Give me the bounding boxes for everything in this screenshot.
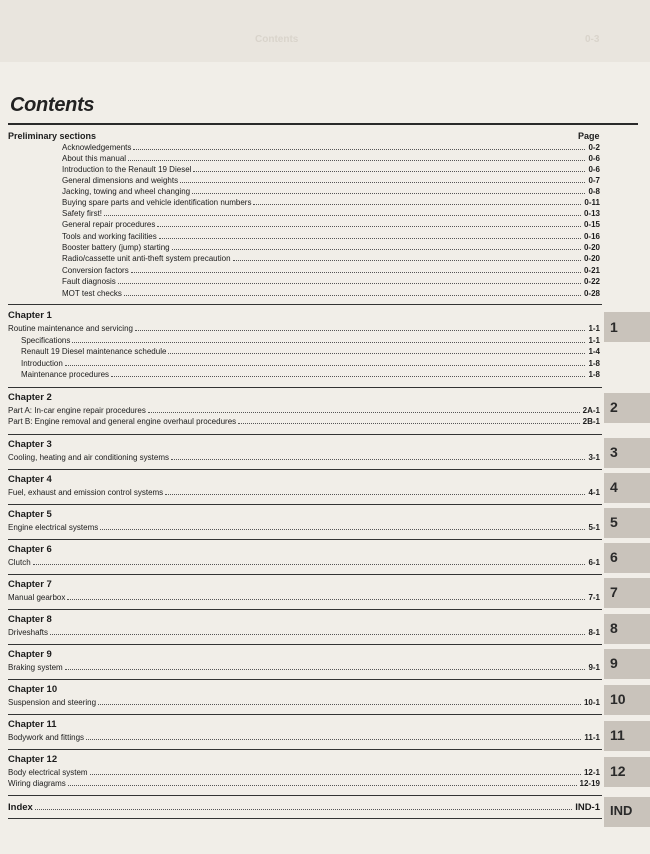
chapter-title[interactable]: Chapter 7 bbox=[8, 579, 52, 590]
section-divider bbox=[8, 679, 602, 680]
index-tab-label: IND bbox=[610, 803, 633, 818]
toc-entry[interactable] bbox=[62, 164, 600, 175]
toc-entry[interactable] bbox=[62, 186, 600, 197]
toc-entry-page: 0-6 bbox=[588, 154, 600, 163]
toc-entry-label: Booster battery (jump) starting bbox=[62, 243, 170, 252]
leader-dots bbox=[193, 169, 585, 172]
toc-entry-page: 7-1 bbox=[588, 593, 600, 602]
toc-entry[interactable] bbox=[8, 767, 600, 778]
chapter-tab-label: 5 bbox=[610, 514, 618, 530]
toc-entry-page: 1-1 bbox=[588, 336, 600, 345]
toc-entry[interactable] bbox=[62, 231, 600, 242]
faded-header-right: 0-3 bbox=[585, 34, 600, 45]
toc-entry-label: Body electrical system bbox=[8, 768, 88, 777]
toc-entry-page: 0-8 bbox=[588, 187, 600, 196]
chapter-tab-label: 8 bbox=[610, 620, 618, 636]
toc-entry-label: Part B: Engine removal and general engine overhaul procedures bbox=[8, 417, 237, 426]
faded-header-left: Contents bbox=[255, 34, 299, 45]
toc-entry-label: Clutch bbox=[8, 558, 31, 567]
toc-entry-label: Cooling, heating and air conditioning systems bbox=[8, 453, 169, 462]
chapter-title[interactable]: Chapter 10 bbox=[8, 684, 58, 695]
toc-entry-label: Driveshafts bbox=[8, 628, 49, 637]
toc-entry[interactable] bbox=[8, 732, 600, 743]
toc-entry[interactable] bbox=[62, 253, 600, 264]
toc-entry[interactable] bbox=[8, 323, 600, 334]
section-divider bbox=[8, 469, 602, 470]
toc-entry[interactable] bbox=[62, 242, 600, 253]
toc-entry-page: 0-28 bbox=[583, 289, 600, 298]
chapter-title[interactable]: Chapter 6 bbox=[8, 544, 52, 555]
toc-entry-label: Conversion factors bbox=[62, 266, 129, 275]
toc-entry-label: Wiring diagrams bbox=[8, 779, 66, 788]
index-entry[interactable] bbox=[8, 802, 600, 813]
leader-dots bbox=[168, 351, 585, 354]
toc-entry-label: About this manual bbox=[62, 154, 127, 163]
chapter-tab-5[interactable] bbox=[604, 508, 650, 538]
leader-dots bbox=[238, 421, 580, 424]
chapter-title[interactable]: Chapter 2 bbox=[8, 392, 52, 403]
leader-dots bbox=[133, 147, 585, 150]
toc-entry[interactable] bbox=[62, 288, 600, 299]
toc-entry[interactable] bbox=[62, 219, 600, 230]
section-divider bbox=[8, 434, 602, 435]
toc-entry[interactable] bbox=[8, 778, 600, 789]
toc-entry-page: 1-8 bbox=[588, 359, 600, 368]
toc-entry-label: Buying spare parts and vehicle identification numbers bbox=[62, 198, 252, 207]
toc-entry-page: 11-1 bbox=[584, 733, 600, 742]
chapter-title[interactable]: Chapter 1 bbox=[8, 310, 52, 321]
toc-entry-label: MOT test checks bbox=[62, 289, 122, 298]
leader-dots bbox=[33, 562, 586, 565]
section-divider bbox=[8, 609, 602, 610]
chapter-tab-label: 10 bbox=[610, 691, 626, 707]
toc-entry-page: 0-16 bbox=[583, 232, 600, 241]
section-divider bbox=[8, 818, 602, 819]
leader-dots bbox=[172, 247, 581, 250]
toc-entry-label: Radio/cassette unit anti-theft system precaution bbox=[62, 254, 231, 263]
toc-entry-page: 9-1 bbox=[588, 663, 600, 672]
toc-entry-page: 0-15 bbox=[583, 220, 600, 229]
toc-entry[interactable] bbox=[21, 369, 600, 380]
leader-dots bbox=[65, 363, 586, 366]
page-title: Contents bbox=[10, 94, 95, 116]
toc-entry-label: Introduction to the Renault 19 Diesel bbox=[62, 165, 192, 174]
toc-entry-page: 5-1 bbox=[588, 523, 600, 532]
toc-entry-page: 12-19 bbox=[579, 779, 600, 788]
chapter-tab-label: 6 bbox=[610, 549, 618, 565]
toc-entry-label: Bodywork and fittings bbox=[8, 733, 85, 742]
toc-entry-page: 0-2 bbox=[588, 143, 600, 152]
chapter-tab-label: 9 bbox=[610, 655, 618, 671]
chapter-title[interactable]: Chapter 11 bbox=[8, 719, 57, 730]
leader-dots bbox=[90, 772, 581, 775]
leader-dots bbox=[118, 281, 581, 284]
leader-dots bbox=[35, 807, 572, 810]
leader-dots bbox=[180, 180, 585, 183]
toc-entry-page: 4-1 bbox=[588, 488, 600, 497]
leader-dots bbox=[165, 492, 585, 495]
toc-entry-page: 0-11 bbox=[584, 198, 600, 207]
section-divider bbox=[8, 574, 602, 575]
section-divider bbox=[8, 795, 602, 796]
leader-dots bbox=[98, 702, 581, 705]
toc-entry-label: Suspension and steering bbox=[8, 698, 97, 707]
toc-entry[interactable] bbox=[8, 557, 600, 568]
chapter-tab-4[interactable] bbox=[604, 473, 650, 503]
toc-entry-page: 3-1 bbox=[588, 453, 600, 462]
toc-entry-label: General dimensions and weights bbox=[62, 176, 179, 185]
toc-entry-label: General repair procedures bbox=[62, 220, 156, 229]
chapter-tab-label: 12 bbox=[610, 763, 626, 779]
chapter-tab-3[interactable] bbox=[604, 438, 650, 468]
leader-dots bbox=[171, 457, 585, 460]
toc-entry[interactable] bbox=[8, 416, 600, 427]
leader-dots bbox=[65, 667, 586, 670]
toc-entry-label: Renault 19 Diesel maintenance schedule bbox=[21, 347, 167, 356]
chapter-tab-11[interactable] bbox=[604, 721, 650, 751]
toc-entry-page: 1-1 bbox=[588, 324, 600, 333]
chapter-tab-6[interactable] bbox=[604, 543, 650, 573]
toc-entry-page: 2B-1 bbox=[582, 417, 600, 426]
leader-dots bbox=[128, 158, 585, 161]
toc-entry-page: 0-21 bbox=[583, 266, 600, 275]
leader-dots bbox=[104, 213, 581, 216]
toc-entry-label: Part A: In-car engine repair procedures bbox=[8, 406, 146, 415]
chapter-tab-9[interactable] bbox=[604, 649, 650, 679]
chapter-tab-label: 2 bbox=[610, 399, 618, 415]
chapter-title[interactable]: Chapter 8 bbox=[8, 614, 52, 625]
toc-entry[interactable] bbox=[8, 627, 600, 638]
chapter-tab-7[interactable] bbox=[604, 578, 650, 608]
section-divider bbox=[8, 539, 602, 540]
leader-dots bbox=[135, 328, 585, 331]
leader-dots bbox=[67, 597, 585, 600]
leader-dots bbox=[50, 632, 585, 635]
preliminary-heading: Preliminary sections bbox=[8, 131, 97, 141]
toc-entry[interactable] bbox=[62, 142, 600, 153]
leader-dots bbox=[72, 340, 585, 343]
toc-entry-page: 1-8 bbox=[588, 370, 600, 379]
toc-entry-page: 12-1 bbox=[583, 768, 600, 777]
index-tab[interactable] bbox=[604, 797, 650, 827]
title-rule bbox=[8, 123, 638, 125]
toc-entry[interactable] bbox=[62, 197, 600, 208]
toc-entry[interactable] bbox=[21, 335, 600, 346]
chapter-title[interactable]: Chapter 9 bbox=[8, 649, 52, 660]
toc-entry-page: 0-7 bbox=[588, 176, 600, 185]
toc-entry-page: 2A-1 bbox=[582, 406, 600, 415]
chapter-tab-12[interactable] bbox=[604, 757, 650, 787]
chapter-tab-8[interactable] bbox=[604, 614, 650, 644]
toc-entry[interactable] bbox=[62, 276, 600, 287]
toc-entry-page: 0-22 bbox=[583, 277, 600, 286]
toc-entry[interactable] bbox=[21, 358, 600, 369]
toc-entry[interactable] bbox=[21, 346, 600, 357]
chapter-tab-2[interactable] bbox=[604, 393, 650, 423]
toc-entry-label: Introduction bbox=[21, 359, 63, 368]
toc-entry-label: Maintenance procedures bbox=[21, 370, 110, 379]
toc-entry[interactable] bbox=[62, 208, 600, 219]
toc-entry-page: 8-1 bbox=[588, 628, 600, 637]
toc-entry[interactable] bbox=[8, 452, 600, 463]
leader-dots bbox=[124, 293, 581, 296]
toc-entry[interactable] bbox=[62, 153, 600, 164]
leader-dots bbox=[233, 258, 581, 261]
leader-dots bbox=[253, 202, 581, 205]
toc-entry-label: Acknowledgements bbox=[62, 143, 132, 152]
chapter-tab-label: 11 bbox=[610, 727, 625, 743]
toc-entry-page: 1-4 bbox=[588, 347, 600, 356]
leader-dots bbox=[148, 410, 580, 413]
section-divider bbox=[8, 644, 602, 645]
chapter-tab-label: 4 bbox=[610, 479, 618, 495]
leader-dots bbox=[157, 224, 581, 227]
section-divider bbox=[8, 504, 602, 505]
section-divider bbox=[8, 387, 602, 388]
page-column-heading: Page bbox=[578, 131, 600, 141]
toc-entry[interactable] bbox=[8, 697, 600, 708]
toc-entry[interactable] bbox=[8, 592, 600, 603]
toc-entry-label: Jacking, towing and wheel changing bbox=[62, 187, 191, 196]
leader-dots bbox=[68, 783, 577, 786]
toc-entry-page: 0-13 bbox=[583, 209, 600, 218]
toc-entry[interactable] bbox=[8, 662, 600, 673]
toc-entry-page: 0-6 bbox=[588, 165, 600, 174]
toc-entry-label: Fault diagnosis bbox=[62, 277, 116, 286]
leader-dots bbox=[86, 737, 581, 740]
toc-entry-label: Braking system bbox=[8, 663, 63, 672]
chapter-tab-1[interactable] bbox=[604, 312, 650, 342]
toc-entry[interactable] bbox=[62, 175, 600, 186]
toc-entry-label: Manual gearbox bbox=[8, 593, 66, 602]
faded-running-header bbox=[0, 30, 650, 50]
index-label: Index bbox=[8, 802, 33, 813]
chapter-title[interactable]: Chapter 4 bbox=[8, 474, 52, 485]
leader-dots bbox=[131, 270, 581, 273]
toc-entry[interactable] bbox=[62, 265, 600, 276]
toc-entry-label: Fuel, exhaust and emission control systems bbox=[8, 488, 164, 497]
index-page: IND-1 bbox=[575, 802, 600, 813]
chapter-tab-label: 7 bbox=[610, 584, 618, 600]
leader-dots bbox=[100, 527, 585, 530]
toc-entry[interactable] bbox=[8, 405, 600, 416]
toc-entry-page: 0-20 bbox=[583, 254, 600, 263]
toc-entry[interactable] bbox=[8, 522, 600, 533]
toc-entry-page: 10-1 bbox=[583, 698, 600, 707]
section-divider bbox=[8, 304, 602, 305]
chapter-tab-label: 1 bbox=[610, 319, 618, 335]
toc-entry-label: Engine electrical systems bbox=[8, 523, 99, 532]
section-divider bbox=[8, 749, 602, 750]
toc-entry-label: Tools and working facilities bbox=[62, 232, 157, 241]
chapter-title[interactable]: Chapter 12 bbox=[8, 754, 58, 765]
toc-entry[interactable] bbox=[8, 487, 600, 498]
chapter-title[interactable]: Chapter 5 bbox=[8, 509, 52, 520]
chapter-tab-label: 3 bbox=[610, 444, 618, 460]
chapter-tab-10[interactable] bbox=[604, 685, 650, 715]
leader-dots bbox=[192, 191, 585, 194]
toc-entry-label: Routine maintenance and servicing bbox=[8, 324, 133, 333]
toc-entry-label: Safety first! bbox=[62, 209, 103, 218]
chapter-title[interactable]: Chapter 3 bbox=[8, 439, 52, 450]
toc-entry-label: Specifications bbox=[21, 336, 71, 345]
leader-dots bbox=[159, 236, 581, 239]
section-divider bbox=[8, 714, 602, 715]
leader-dots bbox=[111, 374, 585, 377]
toc-entry-page: 0-20 bbox=[583, 243, 600, 252]
toc-entry-page: 6-1 bbox=[588, 558, 600, 567]
